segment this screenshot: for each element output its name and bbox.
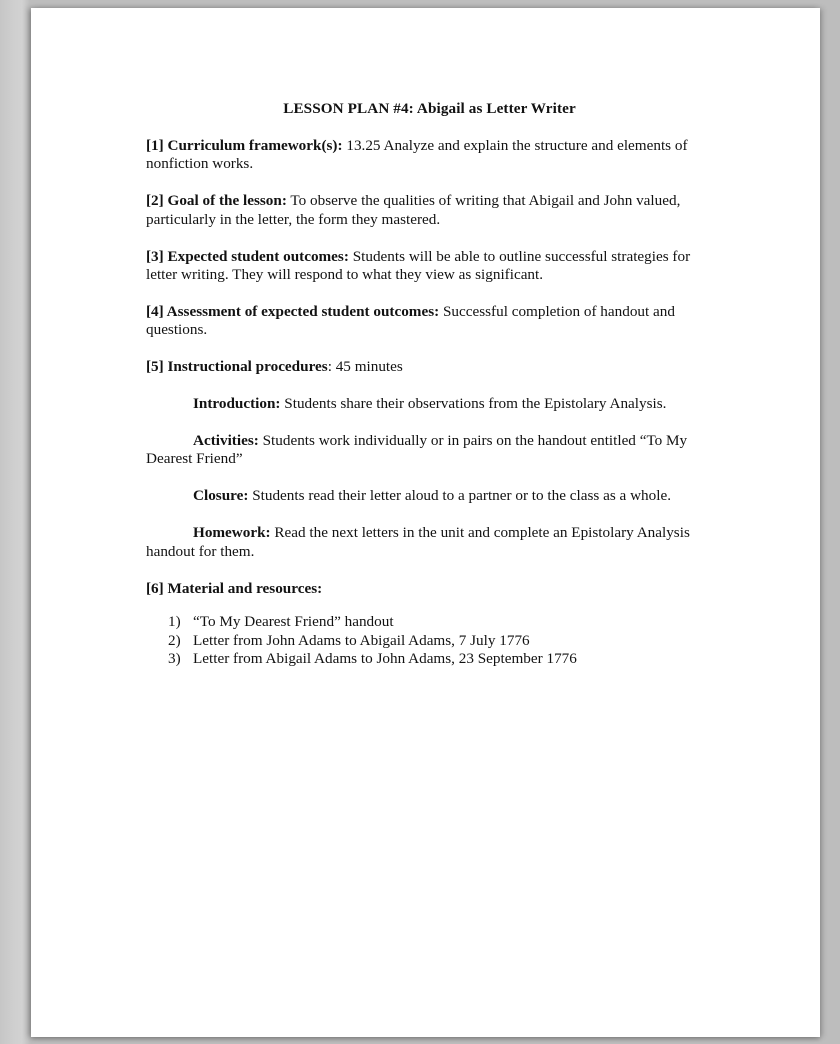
section-material-and-resources-heading: [6] Material and resources:	[146, 579, 323, 597]
procedure-body: Students read their letter aloud to a partner or to the class as a whole.	[248, 487, 671, 505]
procedure-activities	[146, 432, 713, 469]
section-goal-of-lesson	[146, 192, 713, 229]
procedure-homework	[146, 524, 713, 561]
procedure-label: Introduction:	[193, 395, 281, 413]
document-body	[146, 100, 713, 668]
list-item-text: Letter from Abigail Adams to John Adams, 23 September 1776	[193, 649, 577, 667]
procedure-label: Activities:	[193, 431, 259, 449]
document-page	[31, 8, 820, 1037]
list-item	[146, 632, 713, 650]
document-title: LESSON PLAN #4: Abigail as Letter Writer	[283, 100, 576, 117]
section-label: [4] Assessment of expected student outcomes:	[146, 302, 440, 320]
section-label: [2] Goal of the lesson:	[146, 192, 287, 210]
procedure-label: Homework:	[193, 524, 271, 542]
section-label: [5] Instructional procedures	[146, 358, 328, 376]
section-label: [1] Curriculum framework(s):	[146, 136, 343, 154]
procedure-body: Students share their observations from the Epistolary Analysis.	[280, 395, 667, 413]
section-assessment-of-outcomes	[146, 303, 713, 340]
list-item-text: “To My Dearest Friend” handout	[193, 613, 394, 631]
material-resources-list	[146, 613, 713, 668]
list-item-number: 1)	[168, 613, 181, 631]
section-body: To observe the qualities of writing that Abigail and John valued, particularly in the letter, the form they mastered.	[146, 192, 681, 228]
section-label: [3] Expected student outcomes:	[146, 247, 349, 265]
procedure-body: Students work individually or in pairs on the handout entitled “To My Dearest Friend”	[146, 431, 688, 468]
procedure-introduction	[146, 395, 713, 413]
section-expected-student-outcomes	[146, 248, 713, 285]
section-curriculum-frameworks	[146, 137, 713, 174]
section-body: 13.25 Analyze and explain the structure and elements of nonfiction works.	[146, 136, 688, 173]
list-item-number: 3)	[168, 649, 181, 667]
section-body: Students will be able to outline successful strategies for letter writing. They will respond to what they view as significant.	[146, 247, 691, 283]
section-body: : 45 minutes	[327, 358, 403, 376]
procedure-closure	[146, 487, 713, 505]
section-instructional-procedures	[146, 358, 713, 376]
procedure-label: Closure:	[193, 487, 249, 505]
list-item	[146, 650, 713, 668]
list-item-text: Letter from John Adams to Abigail Adams, 7 July 1776	[193, 631, 530, 649]
procedure-body: Read the next letters in the unit and complete an Epistolary Analysis handout for them.	[146, 524, 690, 560]
list-item-number: 2)	[168, 631, 181, 649]
section-body: Successful completion of handout and questions.	[146, 302, 675, 339]
list-item	[146, 613, 713, 631]
